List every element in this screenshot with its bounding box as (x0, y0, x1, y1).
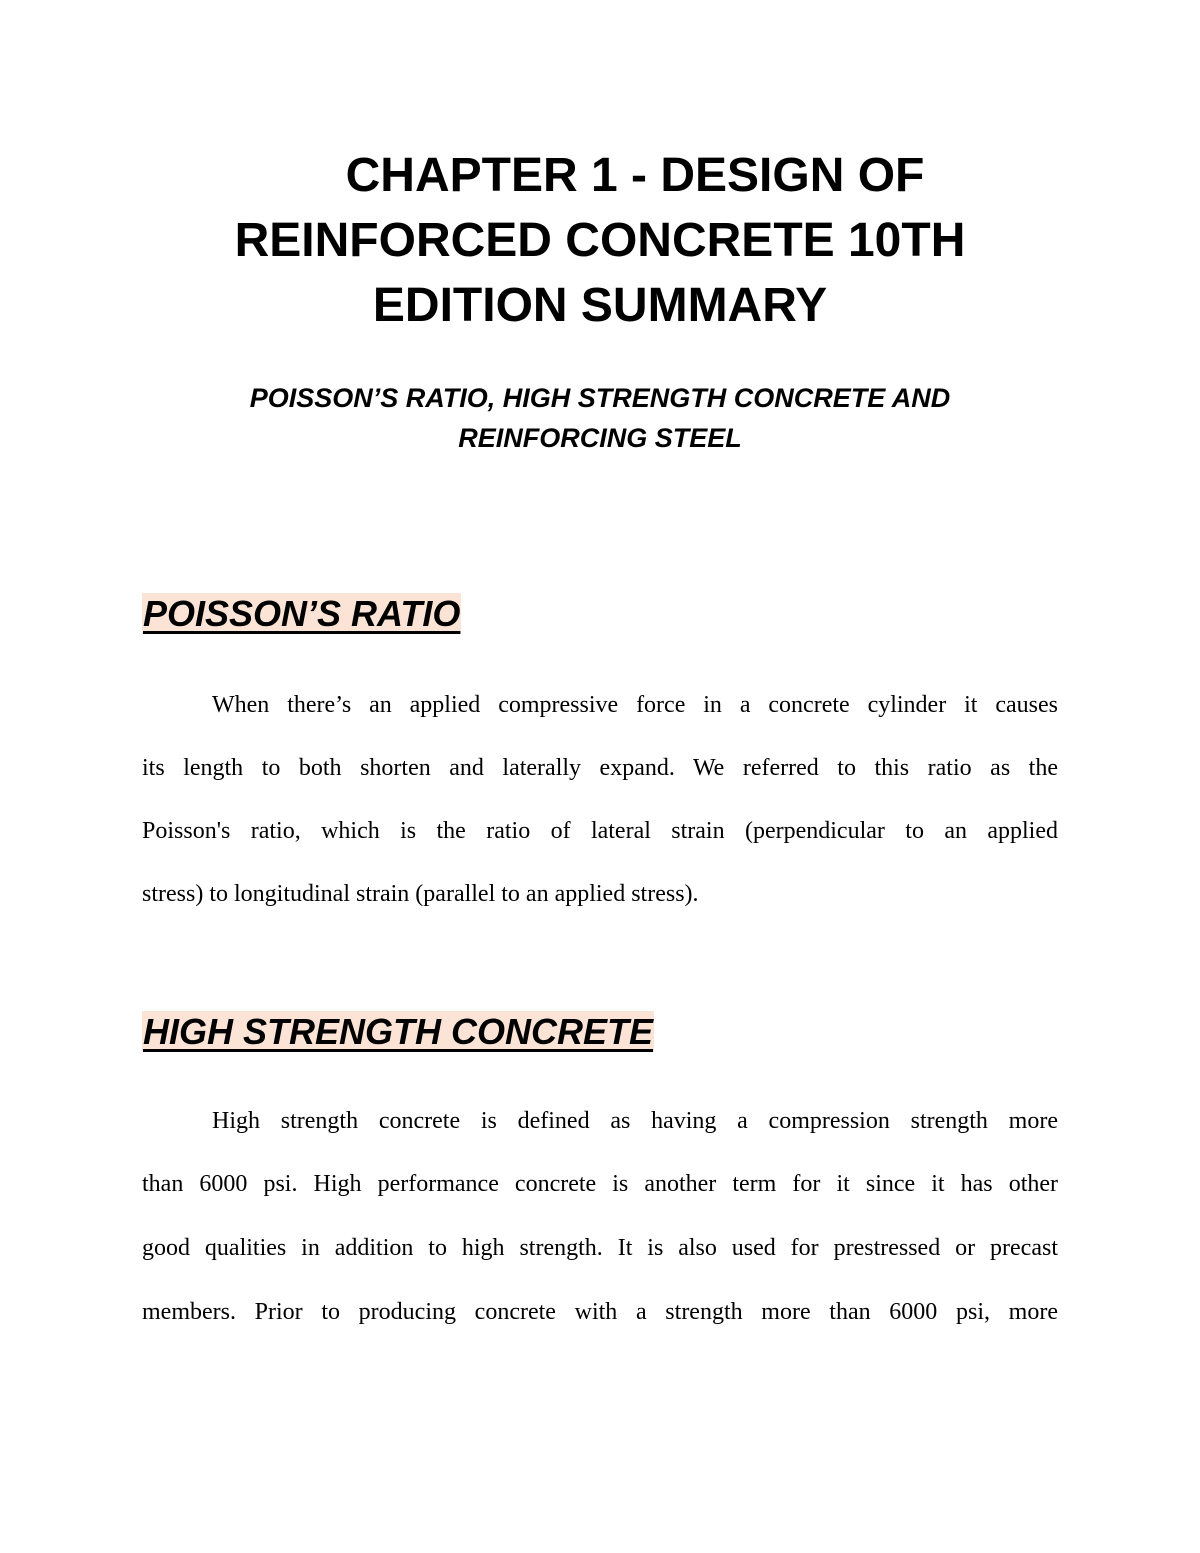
section-heading-text: HIGH STRENGTH CONCRETE (143, 1011, 654, 1052)
paragraph-line: members. Prior to producing concrete with a strength more than 6000 psi, more (142, 1299, 1058, 1325)
paragraph-line: than 6000 psi. High performance concrete is another term for it since it has other (142, 1171, 1058, 1197)
title-line: CHAPTER 1 - DESIGN OF (345, 149, 925, 202)
section-heading-poissons-ratio (142, 592, 461, 636)
subtitle-line: POISSON’S RATIO, HIGH STRENGTH CONCRETE AND (249, 383, 951, 413)
title-line: EDITION SUMMARY (372, 279, 828, 332)
paragraph-line: stress) to longitudinal strain (parallel to an applied stress). (142, 881, 699, 907)
section-heading-text: POISSON’S RATIO (143, 593, 461, 634)
subtitle-line: REINFORCING STEEL (458, 423, 742, 453)
section-heading-high-strength-concrete (142, 1010, 654, 1054)
document-title (150, 143, 1050, 338)
paragraph-line: High strength concrete is defined as having a compression strength more (212, 1108, 1058, 1134)
paragraph-line: Poisson's ratio, which is the ratio of lateral strain (perpendicular to an applied (142, 818, 1058, 844)
paragraph-line: good qualities in addition to high strength. It is also used for prestressed or precast (142, 1235, 1058, 1261)
document-subtitle (150, 378, 1050, 458)
title-line: REINFORCED CONCRETE 10TH (234, 214, 966, 267)
paragraph-line: When there’s an applied compressive force in a concrete cylinder it causes (212, 692, 1058, 718)
paragraph-line: its length to both shorten and laterally expand. We referred to this ratio as the (142, 755, 1058, 781)
